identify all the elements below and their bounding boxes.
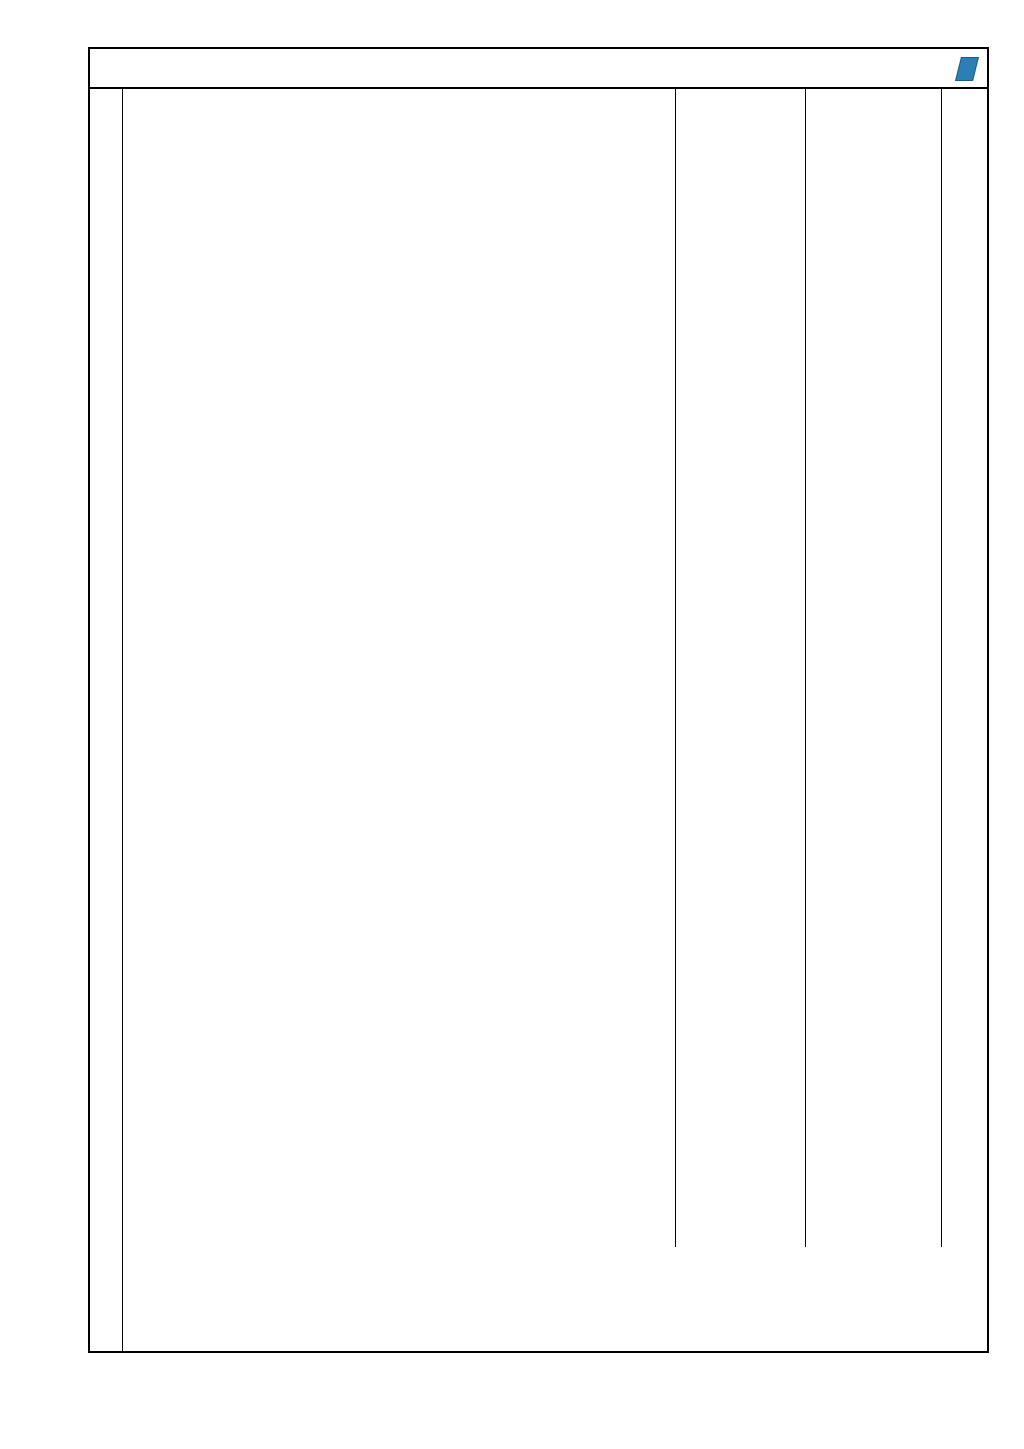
column-divider-desc [675,89,676,1247]
cis-logo [958,56,981,82]
checklist-sheet [88,47,989,1353]
column-divider-check [941,89,942,1247]
column-divider-ref [805,89,806,1247]
column-divider-num [122,89,123,1353]
sheet-header [90,49,987,89]
logo-mark-icon [955,57,979,81]
